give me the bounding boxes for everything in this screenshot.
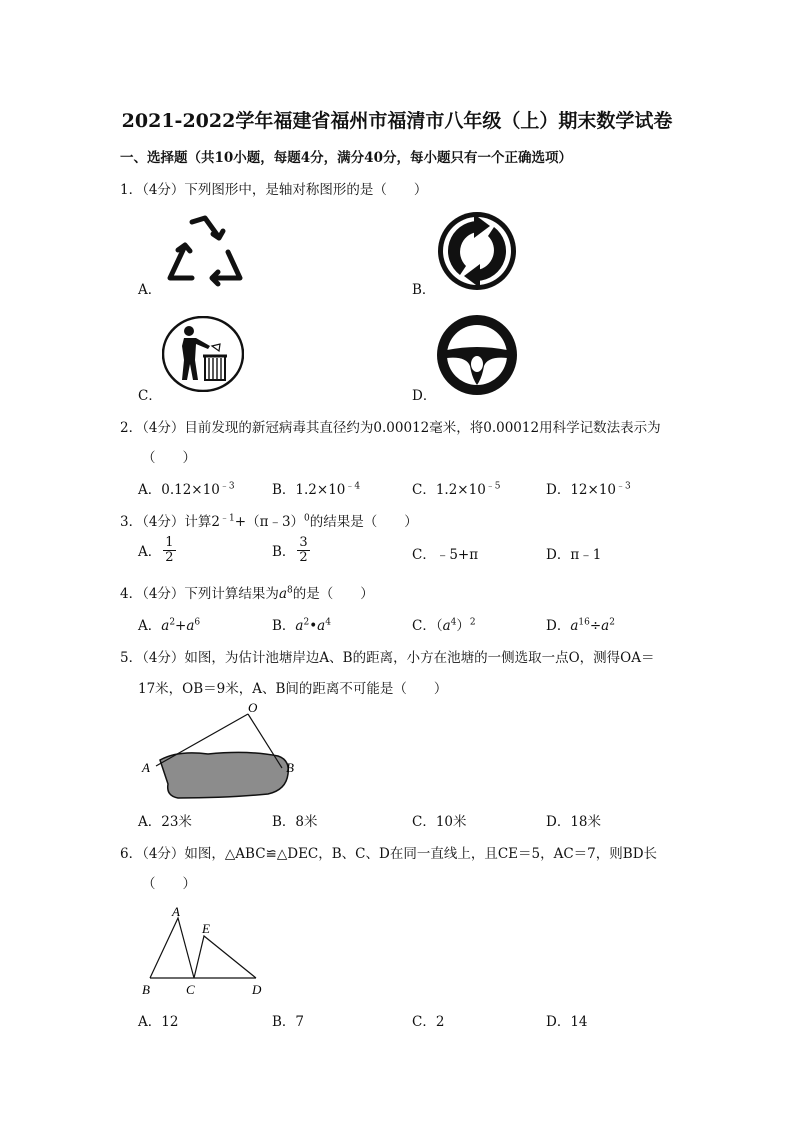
q1-option-b-label[interactable]: B．: [412, 282, 436, 298]
q4-c-close: ）: [456, 618, 470, 634]
point-label-d: D: [252, 982, 262, 997]
q3-a-num: 1: [165, 535, 174, 550]
q4-c-var: a: [442, 618, 451, 634]
q1-option-a-label[interactable]: A．: [138, 282, 162, 298]
q3-stem-exp1: ﹣1: [220, 513, 235, 524]
triangle-figure: [138, 900, 274, 1000]
section-heading: 一、选择题（共10小题，每题4分，满分40分，每小题只有一个正确选项）: [120, 150, 572, 166]
q3-option-d[interactable]: D．π﹣1: [546, 547, 602, 563]
q4-option-d[interactable]: [546, 614, 615, 634]
point-label-c: C: [186, 982, 195, 997]
q5-option-a[interactable]: A．23米: [138, 814, 192, 830]
q5-option-c[interactable]: C．10米: [412, 814, 467, 830]
q3-b-den: 2: [299, 549, 308, 565]
q1-option-d-label[interactable]: D．: [412, 388, 437, 404]
question-5-line1: 5．（4分）如图，为估计池塘岸边A、B的距离，小方在池塘的一侧选取一点O，测得OA＝: [120, 650, 655, 666]
q3-a-den: 2: [165, 549, 174, 565]
q2-option-d[interactable]: [546, 478, 631, 498]
q2-option-a[interactable]: [138, 478, 235, 498]
page-title: 2021-2022学年福建省福州市福清市八年级（上）期末数学试卷: [121, 110, 673, 132]
q2-option-b[interactable]: [272, 478, 360, 498]
q4-c-label: C．（: [412, 618, 443, 634]
point-label-a: A: [142, 760, 150, 775]
q4-b-e1: 2: [303, 617, 310, 628]
point-label-e: E: [202, 921, 210, 936]
q4-a-var: a: [161, 618, 170, 634]
q3-option-a[interactable]: [138, 536, 176, 564]
q4-d-var: a: [570, 618, 579, 634]
q3-a-label: A．: [138, 544, 162, 561]
q4-a-e1: 2: [169, 617, 176, 628]
q5-option-d[interactable]: D．18米: [546, 814, 602, 830]
q2-a-text: A．0.12×10: [138, 482, 220, 498]
q4-stem-var: a: [278, 586, 287, 602]
pond-figure: [138, 698, 308, 808]
q2-d-exp: ﹣3: [616, 481, 631, 492]
point-label-o: O: [248, 700, 258, 715]
question-6-paren: （ ）: [142, 876, 196, 892]
question-4-stem: [120, 582, 374, 602]
point-label-b: B: [142, 982, 150, 997]
pond-shape: [160, 752, 288, 798]
steering-wheel-logo-icon: [436, 314, 518, 396]
question-2-stem: 2．（4分）目前发现的新冠病毒其直径约为0.00012毫米，将0.00012用科学记数法表示为: [120, 420, 661, 436]
q2-d-text: D．12×10: [546, 482, 616, 498]
triangle-abc: [150, 918, 194, 978]
q3-b-num: 3: [299, 535, 308, 550]
q4-stem-exp: 8: [287, 585, 293, 596]
q6-option-a[interactable]: A．12: [138, 1014, 179, 1030]
q4-c-e2: 2: [469, 617, 476, 628]
question-6-line1: 6．（4分）如图，△ABC≌△DEC，B、C、D在同一直线上，且CE＝5，AC＝7，则BD长: [120, 846, 658, 862]
q4-b-label: B．: [272, 618, 296, 634]
q4-a-mid: +a: [175, 618, 195, 634]
question-3-stem: [120, 510, 418, 530]
q3-option-c[interactable]: C．﹣5+π: [412, 547, 479, 563]
q3-a-fraction: [163, 536, 175, 564]
question-5-line2: 17米，OB＝9米，A、B间的距离不可能是（ ）: [138, 681, 448, 697]
q4-a-label: A．: [138, 618, 162, 634]
q5-option-b[interactable]: B．8米: [272, 814, 318, 830]
q2-option-c[interactable]: [412, 478, 501, 498]
tidyman-icon: [162, 316, 244, 392]
q6-option-b[interactable]: B．7: [272, 1014, 305, 1030]
q1-option-c-label[interactable]: C．: [138, 388, 162, 404]
triangle-dec: [194, 936, 256, 978]
q4-c-e1: 4: [450, 617, 457, 628]
q3-stem-c: 的结果是（ ）: [309, 514, 418, 530]
q4-b-mid: •a: [309, 618, 326, 634]
green-dot-icon: [436, 210, 518, 292]
q2-a-exp: ﹣3: [219, 481, 235, 492]
q3-option-b[interactable]: [272, 536, 310, 564]
q3-b-label: B．: [272, 544, 296, 561]
q4-d-mid: ÷a: [589, 618, 610, 634]
q3-stem-a: 3．（4分）计算2: [120, 514, 221, 530]
q3-stem-exp2: 0: [304, 513, 310, 524]
q3-stem-b: +（π﹣3）: [234, 514, 305, 530]
q4-d-label: D．: [546, 618, 571, 634]
q2-b-text: B．1.2×10: [272, 482, 346, 498]
q4-option-c[interactable]: [412, 614, 476, 634]
q3-b-fraction: [297, 536, 309, 564]
q4-a-e2: 6: [194, 617, 201, 628]
q4-option-a[interactable]: [138, 614, 200, 634]
q6-option-d[interactable]: D．14: [546, 1014, 588, 1030]
point-label-b: B: [286, 760, 294, 775]
q2-b-exp: ﹣4: [345, 481, 361, 492]
q2-c-text: C．1.2×10: [412, 482, 486, 498]
q4-b-e2: 4: [325, 617, 331, 628]
recycle-icon: [162, 212, 248, 288]
q4-option-b[interactable]: [272, 614, 331, 634]
q4-stem-a: 4．（4分）下列计算结果为: [120, 586, 279, 602]
q6-option-c[interactable]: C．2: [412, 1014, 445, 1030]
q4-stem-b: 的是（ ）: [292, 586, 374, 602]
q4-d-e1: 16: [578, 617, 590, 628]
q2-c-exp: ﹣5: [485, 481, 501, 492]
point-label-a: A: [172, 904, 180, 919]
q4-d-e2: 2: [609, 617, 615, 628]
question-1-stem: 1．（4分）下列图形中，是轴对称图形的是（ ）: [120, 182, 428, 198]
question-2-paren: （ ）: [142, 450, 196, 466]
q4-b-var: a: [295, 618, 304, 634]
